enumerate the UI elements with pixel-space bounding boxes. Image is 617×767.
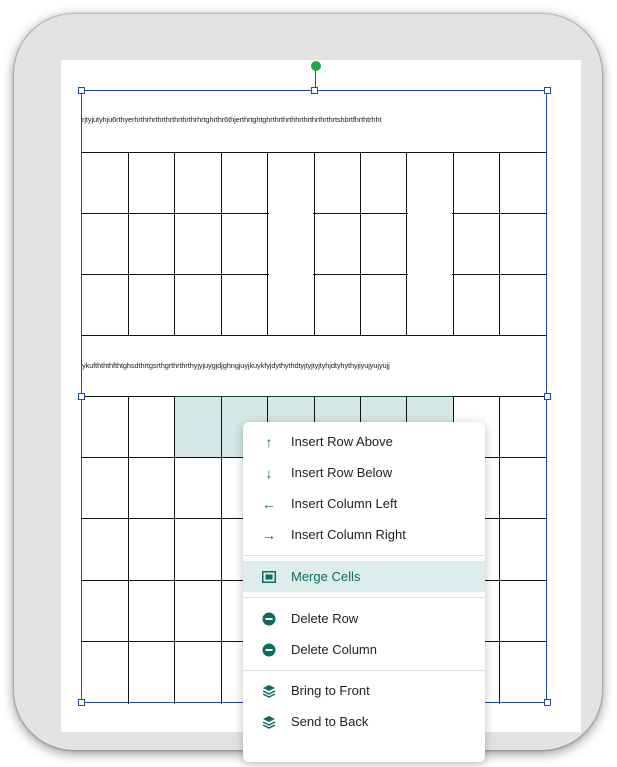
resize-handle-se[interactable] (544, 699, 551, 706)
menu-item-delete-column[interactable]: Delete Column (243, 634, 485, 665)
resize-handle-w[interactable] (78, 393, 85, 400)
menu-item-insert-column-right[interactable]: → Insert Column Right (262, 526, 406, 543)
delete-row-icon (261, 612, 277, 626)
context-menu (243, 422, 485, 762)
delete-column-icon (261, 643, 277, 657)
table-grid-top[interactable] (82, 152, 546, 335)
menu-separator (243, 597, 485, 598)
resize-handle-e[interactable] (544, 393, 551, 400)
resize-handle-n[interactable] (311, 87, 318, 94)
menu-item-delete-row[interactable]: Delete Row (243, 603, 485, 634)
table-header-text-cell[interactable] (82, 115, 546, 124)
arrow-down-icon: ↓ (265, 464, 273, 481)
menu-separator (243, 555, 485, 556)
menu-item-send-to-back[interactable]: Send to Back (243, 706, 485, 737)
menu-item-insert-row-above[interactable]: ↑ Insert Row Above (243, 426, 485, 457)
rotate-handle[interactable] (311, 61, 321, 71)
arrow-left-icon: ← (262, 495, 276, 512)
merge-cells-icon (261, 571, 277, 583)
table-header-text: rjtyjutyhju6rthyerhrthrhrthrthrthrthrthrhrtghrthr6thjerthrtghtghrthrthrthhrthrthrthrthrtshbrtfhrthtrhht (82, 115, 382, 124)
menu-item-insert-column-left[interactable]: ← Insert Column Left (262, 495, 398, 512)
menu-item-merge-cells[interactable]: Merge Cells (243, 561, 485, 592)
resize-handle-nw[interactable] (78, 87, 85, 94)
merged-cell[interactable] (408, 153, 452, 335)
resize-handle-ne[interactable] (544, 87, 551, 94)
layers-back-icon (261, 715, 277, 729)
menu-item-insert-row-below[interactable]: ↓ Insert Row Below (243, 457, 485, 488)
arrow-up-icon: ↑ (265, 433, 273, 450)
layers-front-icon (261, 684, 277, 698)
table-middle-text: ykufthththfthtghsdthrtgsrthgrthrthrthyjyjuygjdjghngjuyjkuykfyjdythythdtyjtyjtyjtyhjdtyhythyjiyujyujyujj (82, 361, 390, 370)
table-middle-text-cell[interactable] (82, 361, 546, 370)
menu-item-bring-to-front[interactable]: Bring to Front (243, 675, 485, 706)
resize-handle-sw[interactable] (78, 699, 85, 706)
arrow-right-icon: → (262, 526, 276, 543)
merged-cell[interactable] (269, 153, 313, 335)
menu-separator (243, 670, 485, 671)
